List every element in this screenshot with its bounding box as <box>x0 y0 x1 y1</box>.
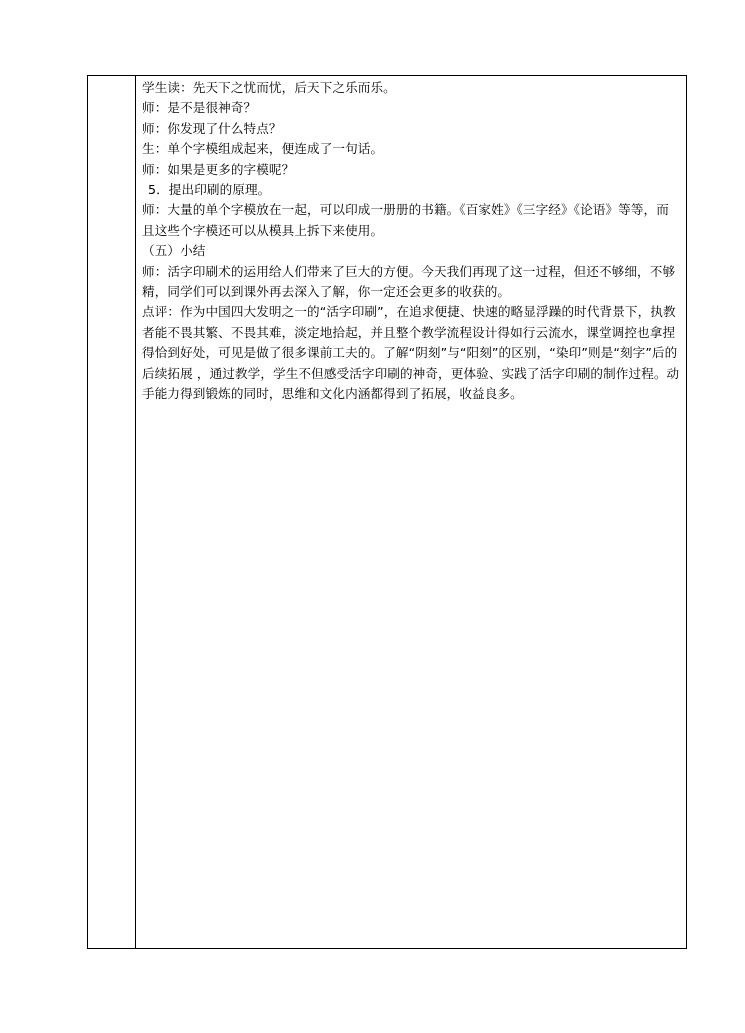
table-left-column <box>88 76 136 948</box>
teacher-summary-paragraph: 师：活字印刷术的运用给人们带来了巨大的方便。今天我们再现了这一过程，但还不够细，不够精，同学们可以到课外再去深入了解，你一定还会更多的收获的。 <box>142 263 676 300</box>
student-reading-line: 学生读：先天下之忧而忧，后天下之乐而乐。 <box>142 80 396 95</box>
summary-heading: （五）小结 <box>142 243 206 259</box>
student-answer-line: 生：单个字模组成起来，便连成了一句话。 <box>142 141 384 157</box>
section-step-heading: 5．提出印刷的原理。 <box>148 182 271 198</box>
teacher-question-line: 师：是不是很神奇？ <box>142 100 257 116</box>
teacher-question-line: 师：你发现了什么特点？ <box>142 120 282 136</box>
teacher-explanation-paragraph: 师：大量的单个字模放在一起，可以印成一册册的书籍。《百家姓》《三字经》《论语》等等，而且这些个字模还可以从模具上拆下来使用。 <box>142 202 669 238</box>
table-content-cell <box>136 76 686 948</box>
teacher-question-line: 师：如果是更多的字模呢？ <box>142 161 295 177</box>
lesson-table <box>87 75 687 949</box>
review-comment-paragraph: 点评：作为中国四大发明之一的“活字印刷”，在追求便捷、快速的略显浮躁的时代背景下，执教者能不畏其繁、不畏其难，淡定地拾起，并且整个教学流程设计得如行云流水，课堂调控也拿捏得恰到好处，可见是做了很多课前工夫的。了解“阴刻”与“阳刻”的区别，“染印”则是“刻字”后的后续拓展 ，通过教学，学生不但感受活字印刷的神奇，更体验、实践了活字印刷的制作过程。动手能力得到锻炼的同时，思维和文化内涵都得到了拓展，收益良多。 <box>142 304 680 402</box>
